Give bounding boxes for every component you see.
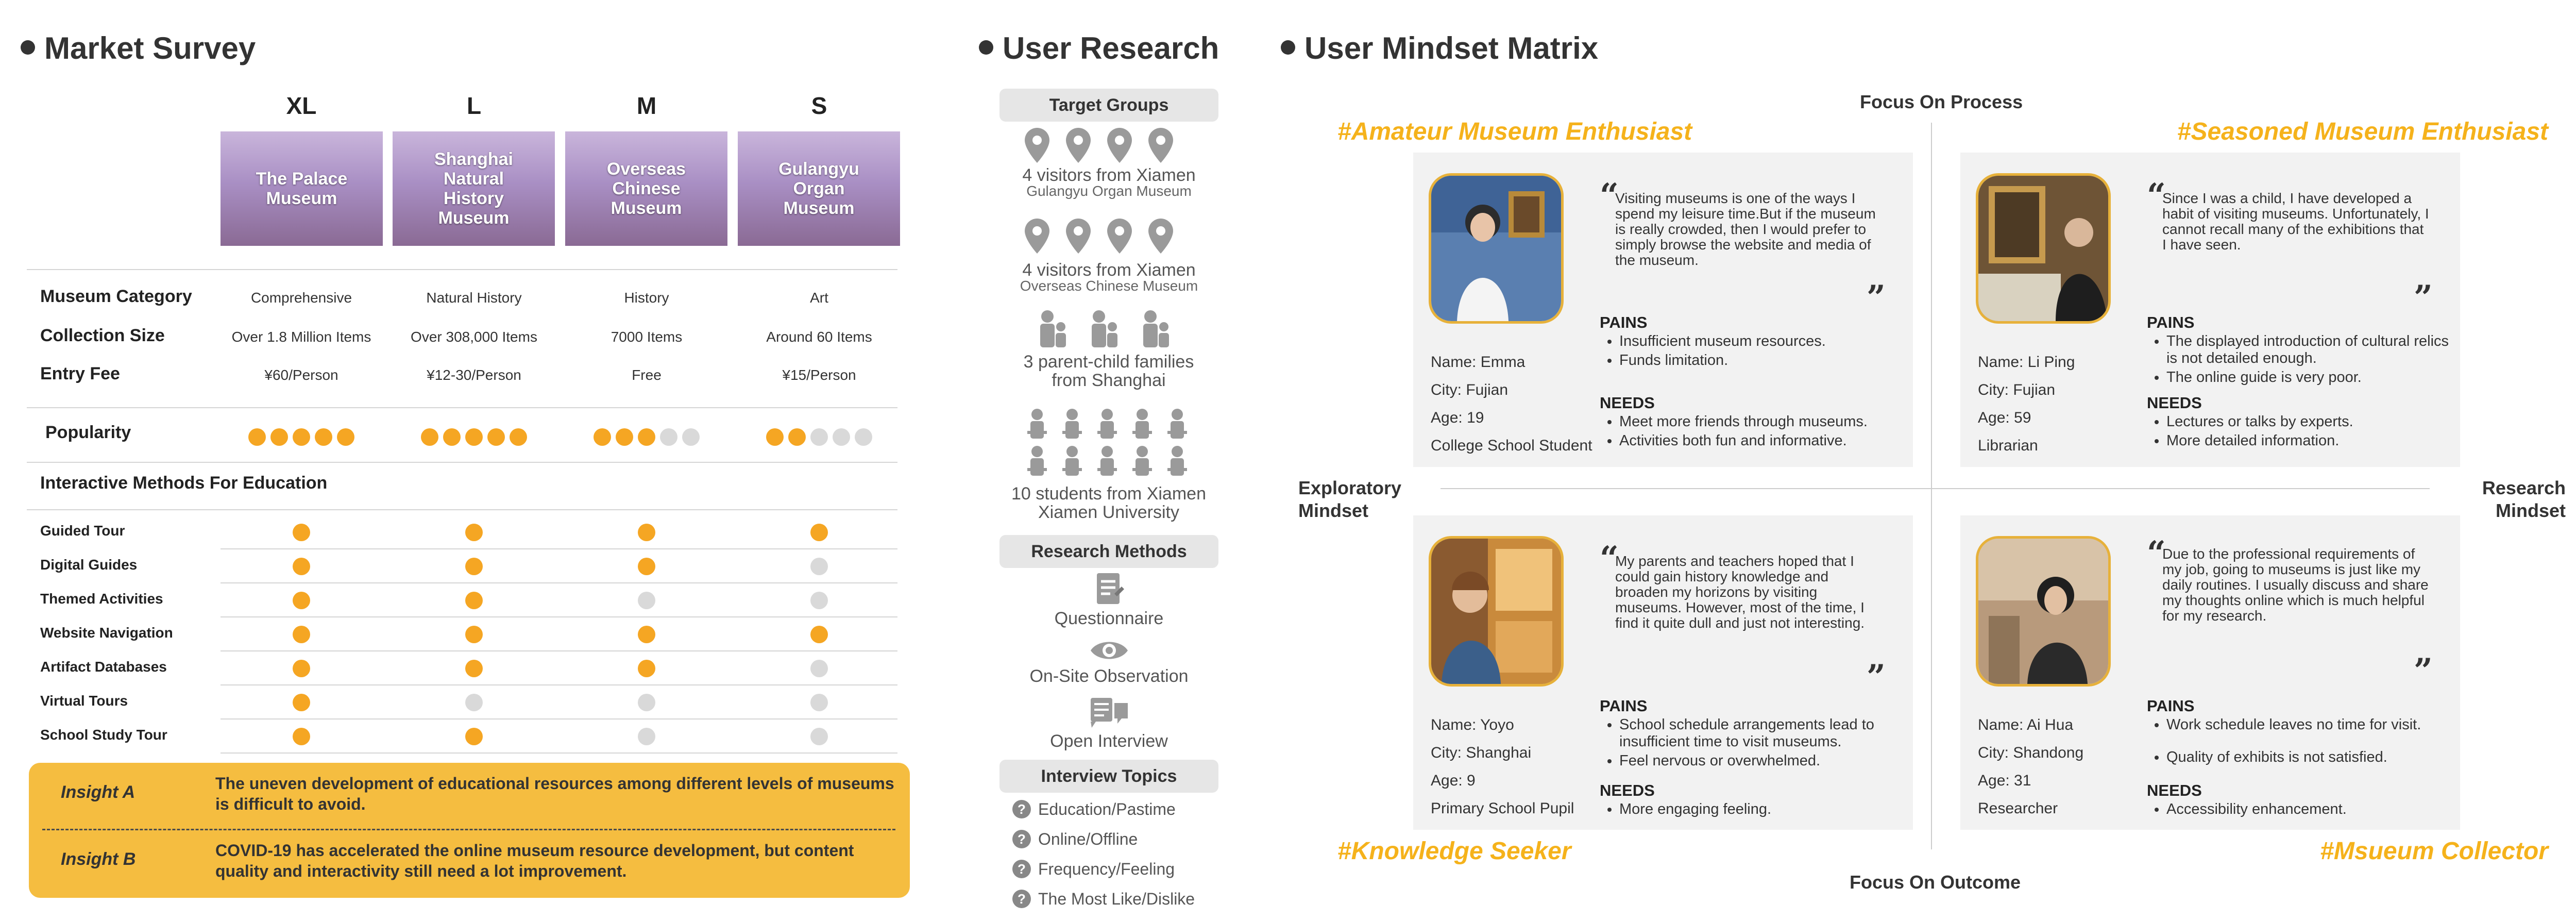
- pains-list: [2151, 333, 2460, 388]
- row-divider: [221, 616, 897, 617]
- pain-item: • Insufficient museum resources.: [1619, 333, 1913, 350]
- group-text: 4 visitors from Xiamen: [1022, 260, 1196, 280]
- row-label-fee: Entry Fee: [40, 364, 120, 383]
- persona-name: Name: Li Ping: [1978, 354, 2075, 371]
- quote-open-icon: “: [2147, 176, 2166, 215]
- popularity-dot: [682, 428, 700, 446]
- needs-label: NEEDS: [1600, 781, 1655, 799]
- method-dot: [465, 660, 483, 677]
- axis-label-left: Exploratory Mindset: [1298, 477, 1402, 521]
- target-groups-header: Target Groups: [999, 89, 1218, 122]
- method-dot: [638, 660, 655, 677]
- divider: [27, 462, 897, 463]
- row-divider: [221, 650, 897, 651]
- group-text: 3 parent-child families from Shanghai: [1023, 352, 1194, 390]
- needs-list: [2151, 801, 2460, 820]
- persona-quote: Visiting museums is one of the ways I spend my leisure time.But if the museum is really crowded, then I would prefer to simply browse the website and media of the museum.: [1615, 190, 1876, 268]
- group-text: 10 students from Xiamen Xiamen University: [1011, 484, 1206, 522]
- insight-b-text: COVID-19 has accelerated the online museum resource development, but content quality and interactivity still need a lot improvement.: [215, 841, 854, 880]
- student-icon: [999, 407, 1218, 482]
- question-icon: ?: [1012, 800, 1031, 818]
- method-dot: [293, 558, 310, 575]
- method-dot: [293, 660, 310, 677]
- insight-a-text: The uneven development of educational resources among different levels of museums is difficult to avoid.: [215, 774, 894, 813]
- method-dot: [293, 592, 310, 609]
- quote-open-icon: “: [1600, 539, 1619, 578]
- dashed-divider: [42, 829, 895, 830]
- persona-quote: My parents and teachers hoped that I could gain history knowledge and broaden my horizons by visiting museums. However, most of the time, I find it quite dull and just not interesting.: [1615, 553, 1865, 631]
- location-pin-icon: [999, 126, 1218, 169]
- method-dot: [465, 524, 483, 541]
- museum-image-gulangyu: Gulangyu Organ Museum: [738, 131, 900, 246]
- topic-item: ? Frequency/Feeling: [1012, 860, 1175, 880]
- method-dot: [638, 592, 655, 609]
- divider: [27, 269, 897, 270]
- cell-fee: ¥15/Person: [782, 367, 856, 383]
- mindset-matrix-title: User Mindset Matrix: [1281, 33, 1598, 64]
- method-dot: [293, 694, 310, 711]
- method-dot: [810, 660, 828, 677]
- persona-quote: Due to the professional requirements of my job, going to museums is just like my daily routines. I usually discuss and share my thoughts online which is much helpful for my research.: [2162, 546, 2429, 624]
- persona-city: City: Shanghai: [1431, 744, 1532, 761]
- persona-age: Age: 9: [1431, 772, 1476, 789]
- persona-photo: [1429, 173, 1564, 324]
- cell-collection: Over 1.8 Million Items: [231, 329, 371, 345]
- pains-list: [1604, 716, 1913, 772]
- persona-role: College School Student: [1431, 437, 1592, 454]
- method-dot: [810, 524, 828, 541]
- method-label: Virtual Tours: [40, 693, 128, 709]
- needs-list: [1604, 801, 1913, 820]
- needs-label: NEEDS: [2147, 781, 2202, 799]
- method-label: Digital Guides: [40, 557, 138, 573]
- method-dot: [293, 626, 310, 643]
- bullet-dot-icon: [1281, 40, 1295, 55]
- persona-tag: #Msueum Collector: [2320, 838, 2548, 865]
- vertical-axis: [1931, 123, 1932, 849]
- questionnaire-icon: [999, 571, 1218, 611]
- axis-label-right: Research Mindset: [2482, 477, 2566, 521]
- popularity-dot: [443, 428, 461, 446]
- method-dot: [293, 524, 310, 541]
- pain-item: • The displayed introduction of cultural relics is not detailed enough.: [2166, 333, 2460, 367]
- pains-list: [1604, 333, 1913, 371]
- cell-fee: Free: [632, 367, 662, 383]
- topic-item: ? The Most Like/Dislike: [1012, 890, 1195, 910]
- method-dot: [810, 592, 828, 609]
- persona-photo: [1429, 536, 1564, 687]
- topic-item: ? Education/Pastime: [1012, 800, 1176, 820]
- insights-panel: [29, 763, 910, 898]
- persona-city: City: Shandong: [1978, 744, 2084, 761]
- method-dot: [638, 524, 655, 541]
- pain-item: • Work schedule leaves no time for visit.: [2166, 716, 2460, 733]
- method-dot: [293, 728, 310, 745]
- quote-close-icon: ”: [1867, 658, 1886, 696]
- popularity-dot: [638, 428, 655, 446]
- quote-close-icon: ”: [2414, 278, 2433, 317]
- cell-collection: 7000 Items: [611, 329, 683, 345]
- eye-icon: [999, 637, 1218, 666]
- row-divider: [221, 718, 897, 720]
- divider: [27, 407, 897, 408]
- group-sub: Gulangyu Organ Museum: [1026, 183, 1192, 199]
- museum-image-shanghai: Shanghai Natural History Museum: [393, 131, 555, 246]
- method-label: On-Site Observation: [1029, 666, 1189, 686]
- method-label: Themed Activities: [40, 591, 163, 607]
- popularity-rating: [739, 428, 899, 446]
- popularity-dot: [616, 428, 633, 446]
- methods-title: Interactive Methods For Education: [40, 473, 328, 493]
- persona-role: Librarian: [1978, 437, 2038, 454]
- persona-age: Age: 59: [1978, 409, 2031, 426]
- research-methods-header: Research Methods: [999, 535, 1218, 568]
- needs-list: [1604, 413, 1913, 451]
- persona-card: [1960, 153, 2460, 467]
- size-label-l: L: [466, 92, 482, 119]
- method-label: Open Interview: [1050, 731, 1168, 751]
- persona-age: Age: 31: [1978, 772, 2031, 789]
- popularity-dot: [594, 428, 611, 446]
- insight-b-label: Insight B: [61, 849, 136, 869]
- divider: [27, 509, 897, 510]
- user-research-title: User Research: [979, 33, 1219, 64]
- method-dot: [465, 728, 483, 745]
- horizontal-axis: [1440, 488, 2430, 489]
- quote-close-icon: ”: [1867, 278, 1886, 317]
- persona-role: Researcher: [1978, 800, 2058, 817]
- need-item: • More detailed information.: [2166, 432, 2460, 449]
- row-label-popularity: Popularity: [45, 423, 131, 442]
- cell-category: Natural History: [426, 290, 522, 306]
- row-divider: [221, 582, 897, 583]
- cell-collection: Around 60 Items: [766, 329, 872, 345]
- popularity-rating: [567, 428, 726, 446]
- popularity-dot: [660, 428, 677, 446]
- popularity-dot: [833, 428, 850, 446]
- need-item: • Meet more friends through museums.: [1619, 413, 1913, 430]
- method-label: Artifact Databases: [40, 659, 167, 675]
- pains-label: PAINS: [1600, 313, 1648, 331]
- persona-quote: Since I was a child, I have developed a habit of visiting museums. Unfortunately, I cannot recall many of the exhibitions that I have seen.: [2162, 190, 2429, 253]
- cell-category: Comprehensive: [250, 290, 352, 306]
- persona-card: [1413, 515, 1913, 830]
- topic-item: ? Online/Offline: [1012, 830, 1138, 850]
- method-dot: [810, 626, 828, 643]
- method-dot: [810, 558, 828, 575]
- method-dot: [638, 728, 655, 745]
- cell-fee: ¥60/Person: [264, 367, 338, 383]
- axis-label-bottom: Focus On Outcome: [1850, 872, 2021, 893]
- size-label-xl: XL: [286, 92, 317, 119]
- method-dot: [810, 728, 828, 745]
- method-dot: [810, 694, 828, 711]
- pain-item: • Quality of exhibits is not satisfied.: [2166, 749, 2460, 766]
- row-label-collection: Collection Size: [40, 326, 165, 345]
- method-dot: [638, 694, 655, 711]
- popularity-dot: [487, 428, 505, 446]
- method-dot: [638, 626, 655, 643]
- cell-fee: ¥12-30/Person: [427, 367, 521, 383]
- row-divider: [221, 548, 897, 549]
- method-dot: [465, 626, 483, 643]
- popularity-rating: [222, 428, 381, 446]
- persona-age: Age: 19: [1431, 409, 1484, 426]
- persona-role: Primary School Pupil: [1431, 800, 1574, 817]
- persona-name: Name: Yoyo: [1431, 716, 1514, 733]
- popularity-dot: [810, 428, 828, 446]
- popularity-dot: [788, 428, 806, 446]
- pain-item: • Feel nervous or overwhelmed.: [1619, 752, 1913, 770]
- popularity-dot: [421, 428, 438, 446]
- museum-image-overseas: Overseas Chinese Museum: [565, 131, 727, 246]
- popularity-dot: [337, 428, 354, 446]
- row-divider: [221, 752, 897, 754]
- row-divider: [221, 684, 897, 685]
- persona-name: Name: Ai Hua: [1978, 716, 2074, 733]
- pain-item: • Funds limitation.: [1619, 352, 1913, 369]
- need-item: • More engaging feeling.: [1619, 801, 1913, 818]
- need-item: • Activities both fun and informative.: [1619, 432, 1913, 449]
- persona-card: [1960, 515, 2460, 830]
- quote-open-icon: “: [2147, 534, 2166, 573]
- persona-city: City: Fujian: [1431, 381, 1509, 398]
- persona-photo: [1976, 173, 2111, 324]
- location-pin-icon: [999, 216, 1218, 259]
- method-dot: [638, 558, 655, 575]
- bullet-dot-icon: [21, 40, 35, 55]
- family-icon: [999, 308, 1218, 352]
- need-item: • Lectures or talks by experts.: [2166, 413, 2460, 430]
- cell-category: Art: [810, 290, 828, 306]
- persona-photo: [1976, 536, 2111, 687]
- question-icon: ?: [1012, 830, 1031, 848]
- popularity-dot: [510, 428, 527, 446]
- pain-item: • The online guide is very poor.: [2166, 369, 2460, 386]
- interview-icon: [999, 696, 1218, 734]
- cell-category: History: [624, 290, 669, 306]
- needs-list: [2151, 413, 2460, 451]
- pains-label: PAINS: [2147, 313, 2195, 331]
- insight-a-label: Insight A: [61, 782, 135, 802]
- method-dot: [465, 558, 483, 575]
- pain-item: • School schedule arrangements lead to insufficient time to visit museums.: [1619, 716, 1913, 750]
- popularity-dot: [248, 428, 266, 446]
- pains-list: [2151, 716, 2460, 768]
- persona-tag: #Seasoned Museum Enthusiast: [2177, 118, 2548, 145]
- question-icon: ?: [1012, 890, 1031, 908]
- interview-topics-header: Interview Topics: [999, 760, 1218, 793]
- method-label: Questionnaire: [1054, 609, 1164, 628]
- quote-close-icon: ”: [2414, 651, 2433, 690]
- persona-name: Name: Emma: [1431, 354, 1526, 371]
- size-label-s: S: [811, 92, 827, 119]
- method-dot: [465, 592, 483, 609]
- method-label: School Study Tour: [40, 727, 167, 743]
- row-label-category: Museum Category: [40, 287, 192, 306]
- method-dot: [465, 694, 483, 711]
- needs-label: NEEDS: [2147, 394, 2202, 412]
- bullet-dot-icon: [979, 40, 993, 55]
- cell-collection: Over 308,000 Items: [411, 329, 537, 345]
- popularity-dot: [270, 428, 288, 446]
- group-sub: Overseas Chinese Museum: [1020, 278, 1198, 294]
- market-survey-title: Market Survey: [21, 33, 256, 64]
- popularity-dot: [293, 428, 310, 446]
- needs-label: NEEDS: [1600, 394, 1655, 412]
- group-text: 4 visitors from Xiamen: [1022, 165, 1196, 185]
- persona-card: [1413, 153, 1913, 467]
- persona-tag: #Amateur Museum Enthusiast: [1337, 118, 1692, 145]
- quote-open-icon: “: [1600, 176, 1619, 215]
- axis-label-top: Focus On Process: [1860, 91, 2023, 112]
- popularity-dot: [766, 428, 784, 446]
- method-label: Guided Tour: [40, 523, 125, 539]
- pains-label: PAINS: [1600, 697, 1648, 715]
- need-item: • Accessibility enhancement.: [2166, 801, 2460, 818]
- popularity-dot: [855, 428, 872, 446]
- persona-tag: #Knowledge Seeker: [1337, 838, 1571, 865]
- popularity-dot: [465, 428, 483, 446]
- question-icon: ?: [1012, 860, 1031, 878]
- popularity-rating: [394, 428, 554, 446]
- method-label: Website Navigation: [40, 625, 173, 641]
- pains-label: PAINS: [2147, 697, 2195, 715]
- size-label-m: M: [636, 92, 657, 119]
- persona-city: City: Fujian: [1978, 381, 2056, 398]
- popularity-dot: [315, 428, 332, 446]
- museum-image-palace: The Palace Museum: [221, 131, 383, 246]
